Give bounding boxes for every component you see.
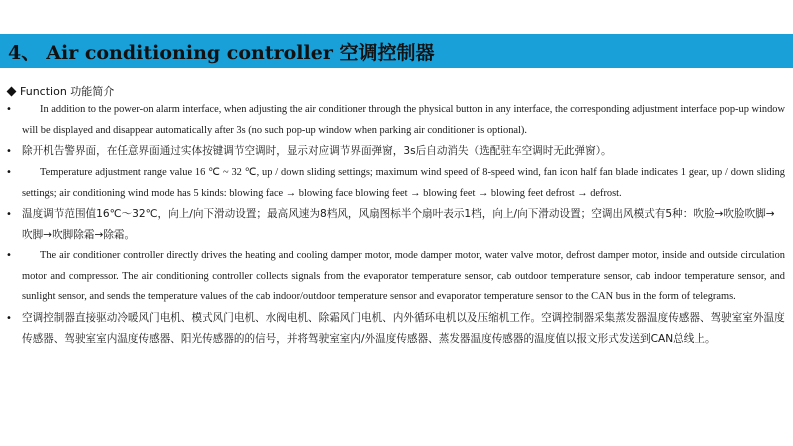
section-header-bar (0, 34, 793, 68)
bullet-dot: • (6, 209, 12, 220)
paragraph-text: 温度调节范围值16℃～32℃，向上/向下滑动设置；最高风速为8档风，风扇图标半个扇叶表示1档，向上/向下滑动设置；空调出风模式有5种：吹脸→吹脸吹脚→吹脚→吹脚除霜→除霜。 (22, 208, 775, 241)
paragraph-popup-zh (0, 141, 793, 162)
bullet-dot: • (6, 250, 12, 261)
paragraph-controller-en (0, 246, 793, 308)
bullet-dot: • (6, 104, 12, 115)
bullet-dot: • (6, 167, 12, 178)
function-description (0, 100, 793, 350)
function-subheading-label: Function 功能简介 (20, 85, 115, 98)
function-subheading (6, 83, 114, 99)
paragraph-controller-zh (0, 308, 793, 350)
paragraph-text: 除开机告警界面，在任意界面通过实体按键调节空调时，显示对应调节界面弹窗，3s后自动消失（选配驻车空调时无此弹窗）。 (22, 145, 612, 157)
paragraph-popup-en (0, 100, 793, 141)
paragraph-text: Temperature adjustment range value 16 ℃ ~ 32 ℃, up / down sliding settings; maximum wind speed of 8-speed wind, fan icon half fan blade indicates 1 gear, up / down sliding settings; air conditioning wind mode has 5 kinds: blowing face → blowing face blowing feet → blowing feet → blowing feet defrost → defrost. (22, 167, 785, 199)
paragraph-text: The air conditioner controller directly drives the heating and cooling damper motor, mode damper motor, water valve motor, defrost damper motor, inside and outside circulation motor and compressor. The air conditioning controller collects signals from the evaporator temperature sensor, cab outdoor temperature sensor, cab indoor temperature sensor, and sunlight sensor, and sends the temperature values of the cab indoor/outdoor temperature sensor and evaporator temperature sensor to the CAN bus in the form of telegrams. (22, 250, 785, 302)
paragraph-temperature-zh (0, 204, 793, 246)
paragraph-text: In addition to the power-on alarm interface, when adjusting the air conditioner through the physical button in any interface, the corresponding adjustment interface pop-up window will be displayed and disappear automatically after 3s (no such pop-up window when parking air conditioner is optional). (22, 104, 785, 136)
bullet-dot: • (6, 312, 12, 324)
bullet-dot: • (6, 146, 12, 157)
diamond-icon (7, 86, 17, 96)
section-title: Air conditioning controller 空调控制器 (46, 41, 435, 64)
paragraph-text: 空调控制器直接驱动冷暖风门电机、模式风门电机、水阀电机、除霜风门电机、内外循环电机以及压缩机工作。空调控制器采集蒸发器温度传感器、驾驶室室外温度传感器、驾驶室室内温度传感器、阳光传感器的的信号，并将驾驶室室内/外温度传感器、蒸发器温度传感器的温度值以报文形式发送到CAN总线上。 (22, 311, 785, 345)
paragraph-temperature-en (0, 163, 793, 204)
section-number: 4、 (8, 41, 41, 64)
